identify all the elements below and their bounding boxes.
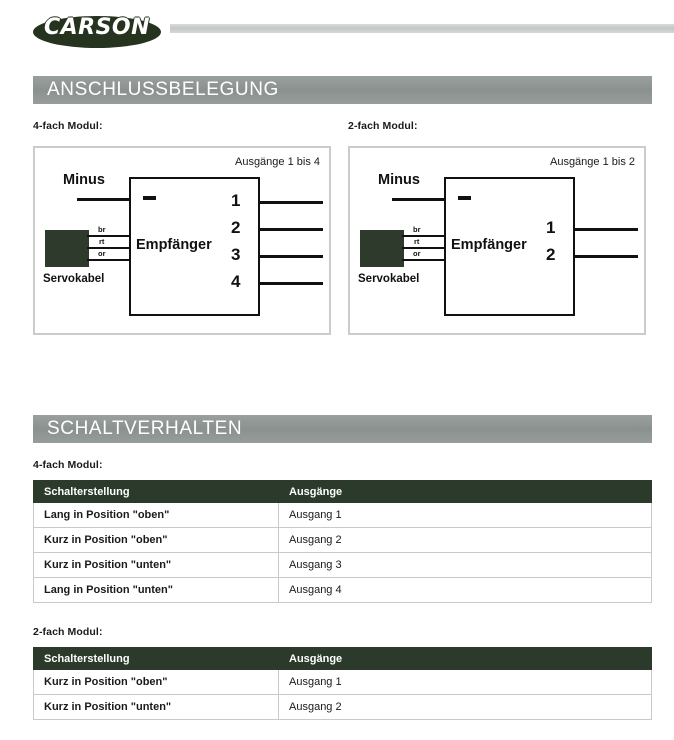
column-header-schalterstellung-4fach: Schalterstellung xyxy=(34,481,279,503)
wire-label-rt-4fach: rt xyxy=(99,237,105,246)
servo-wire-or-4fach xyxy=(87,259,131,261)
section-title-schaltverhalten: SCHALTVERHALTEN xyxy=(47,418,243,439)
wire-label-or-4fach: or xyxy=(98,249,106,258)
table-header-row-4fach xyxy=(34,481,652,503)
wire-label-rt-2fach: rt xyxy=(414,237,420,246)
table-row xyxy=(34,695,652,720)
servo-wire-rt-2fach xyxy=(402,247,446,249)
output-number-1-2fach: 1 xyxy=(546,218,556,237)
output-number-4-4fach: 4 xyxy=(231,272,241,291)
servo-label-2fach: Servokabel xyxy=(358,273,420,285)
table-row xyxy=(34,670,652,695)
output-number-3-4fach: 3 xyxy=(231,245,241,264)
servo-wire-rt-4fach xyxy=(87,247,131,249)
column-header-ausgaenge-4fach: Ausgänge xyxy=(279,481,652,503)
header-logo-strip xyxy=(0,0,674,62)
wiring-diagram-2fach xyxy=(348,146,646,335)
cell-output: Ausgang 1 xyxy=(279,503,652,528)
servo-connector-2fach xyxy=(360,230,404,267)
servo-wire-br-2fach xyxy=(402,235,446,237)
carson-logo xyxy=(33,12,161,52)
cell-switch-position: Lang in Position "oben" xyxy=(34,503,279,528)
wiring-diagram-4fach xyxy=(33,146,331,335)
table-row xyxy=(34,503,652,528)
cell-switch-position: Kurz in Position "unten" xyxy=(34,695,279,720)
cell-output: Ausgang 1 xyxy=(279,670,652,695)
table-header-row-2fach xyxy=(34,648,652,670)
cell-switch-position: Lang in Position "unten" xyxy=(34,578,279,603)
section-header-schaltverhalten xyxy=(33,415,652,443)
receiver-label-2fach: Empfänger xyxy=(451,237,527,253)
caption-diagram-4fach: 4-fach Modul: xyxy=(33,120,103,132)
output-number-2-4fach: 2 xyxy=(231,218,241,237)
minus-symbol-2fach xyxy=(458,196,471,200)
column-header-ausgaenge-2fach: Ausgänge xyxy=(279,648,652,670)
servo-connector-4fach xyxy=(45,230,89,267)
caption-table-2fach: 2-fach Modul: xyxy=(33,626,103,638)
table-row xyxy=(34,578,652,603)
cell-output: Ausgang 2 xyxy=(279,695,652,720)
wire-label-or-2fach: or xyxy=(413,249,421,258)
table-row xyxy=(34,528,652,553)
caption-diagram-2fach: 2-fach Modul: xyxy=(348,120,418,132)
logo-wordmark: CARSON xyxy=(43,15,151,40)
section-header-anschlussbelegung xyxy=(33,76,652,104)
output-number-2-2fach: 2 xyxy=(546,245,556,264)
cell-switch-position: Kurz in Position "oben" xyxy=(34,670,279,695)
minus-wire-4fach xyxy=(77,198,130,201)
switching-table-2fach xyxy=(33,647,652,720)
section-title-anschlussbelegung: ANSCHLUSSBELEGUNG xyxy=(47,79,279,100)
servo-label-4fach: Servokabel xyxy=(43,273,105,285)
cell-switch-position: Kurz in Position "unten" xyxy=(34,553,279,578)
output-wire-2-4fach xyxy=(259,228,323,231)
minus-symbol-4fach xyxy=(143,196,156,200)
output-wire-1-2fach xyxy=(574,228,638,231)
column-header-schalterstellung-2fach: Schalterstellung xyxy=(34,648,279,670)
output-wire-2-2fach xyxy=(574,255,638,258)
output-number-1-4fach: 1 xyxy=(231,191,241,210)
minus-label-4fach: Minus xyxy=(63,172,105,188)
servo-wire-or-2fach xyxy=(402,259,446,261)
cell-output: Ausgang 2 xyxy=(279,528,652,553)
output-wire-4-4fach xyxy=(259,282,323,285)
cell-output: Ausgang 4 xyxy=(279,578,652,603)
outputs-label-2fach: Ausgänge 1 bis 2 xyxy=(549,156,635,168)
wire-label-br-4fach: br xyxy=(98,225,106,234)
receiver-label-4fach: Empfänger xyxy=(136,237,212,253)
output-wire-3-4fach xyxy=(259,255,323,258)
switching-table-4fach xyxy=(33,480,652,603)
cell-output: Ausgang 3 xyxy=(279,553,652,578)
outputs-label-4fach: Ausgänge 1 bis 4 xyxy=(234,156,320,168)
minus-label-2fach: Minus xyxy=(378,172,420,188)
caption-table-4fach: 4-fach Modul: xyxy=(33,459,103,471)
servo-wire-br-4fach xyxy=(87,235,131,237)
table-row xyxy=(34,553,652,578)
minus-wire-2fach xyxy=(392,198,445,201)
wire-label-br-2fach: br xyxy=(413,225,421,234)
header-divider-bar xyxy=(170,24,674,33)
output-wire-1-4fach xyxy=(259,201,323,204)
cell-switch-position: Kurz in Position "oben" xyxy=(34,528,279,553)
